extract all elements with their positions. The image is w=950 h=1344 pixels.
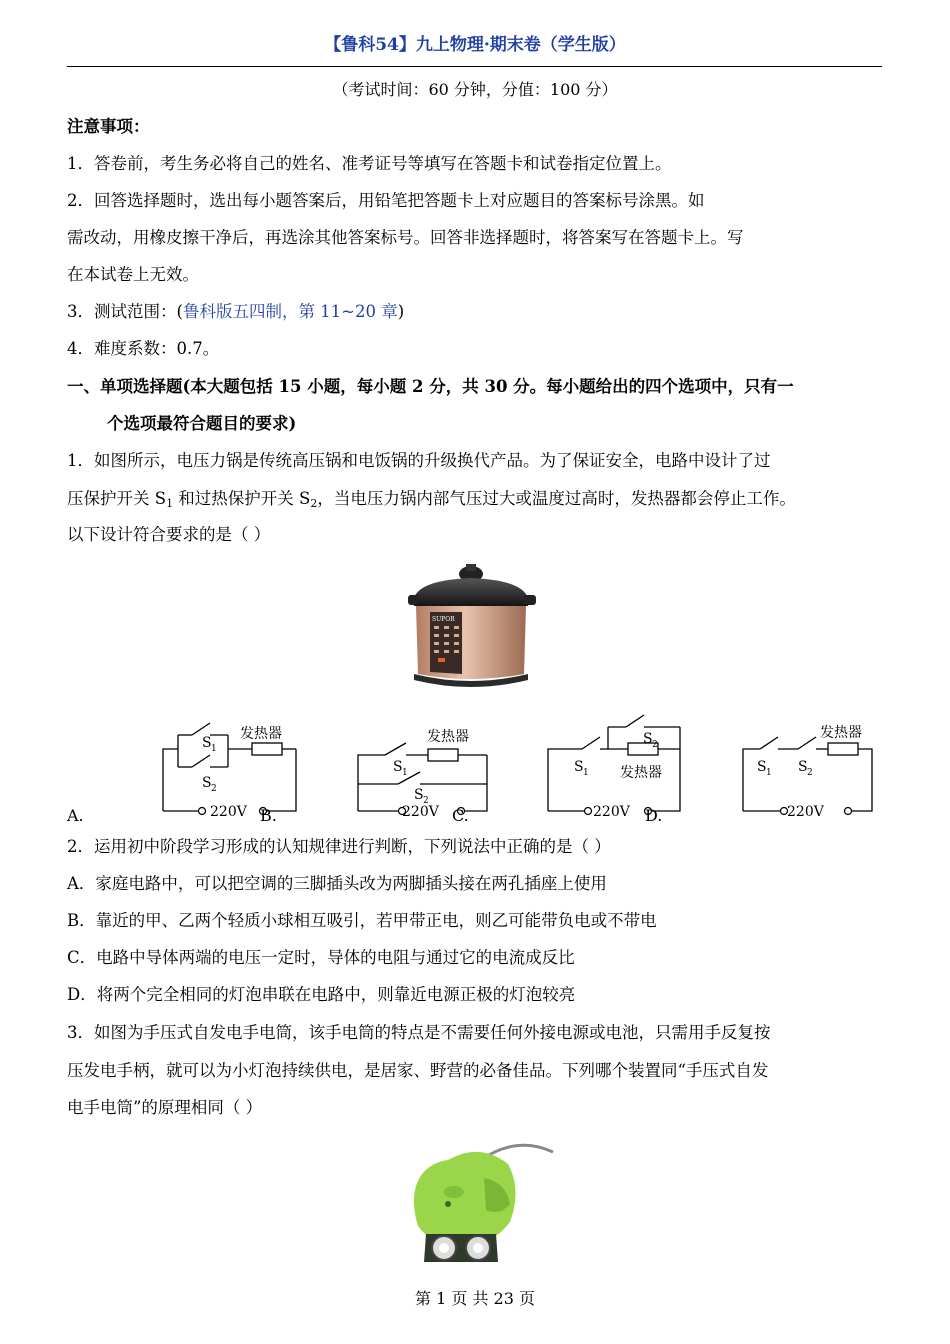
svg-text:2: 2 — [652, 740, 658, 750]
option-c-label: C. — [452, 806, 469, 825]
notice-item-1: 1．答卷前，考生务必将自己的姓名、准考证号等填写在答题卡和试卷指定位置上。 — [67, 154, 672, 173]
q3-line3: 电手电筒”的原理相同（ ） — [67, 1098, 263, 1117]
notice-item-2-line2: 需改动，用橡皮擦干净后，再选涂其他答案标号。回答非选择题时，将答案写在答题卡上。写 — [67, 228, 744, 247]
svg-text:220V: 220V — [787, 804, 824, 820]
svg-text:S: S — [202, 735, 212, 751]
q2-option-b: B．靠近的甲、乙两个轻质小球相互吸引，若甲带正电，则乙可能带负电或不带电 — [67, 911, 657, 930]
hand-flashlight-image — [388, 1130, 563, 1270]
option-d-label: D. — [645, 806, 663, 825]
q2-option-a: A．家庭电路中，可以把空调的三脚插头改为两脚插头接在两孔插座上使用 — [67, 874, 607, 893]
svg-text:发热器: 发热器 — [427, 729, 469, 745]
q1-line2: 压保护开关 $S_1$ 和过热保护开关 $S_2$，当电压力锅内部气压过大或温度过高时，发热器都会停止工作。 — [67, 489, 796, 510]
svg-text:220V: 220V — [210, 804, 247, 820]
svg-text:发热器: 发热器 — [820, 725, 862, 741]
svg-text:2: 2 — [211, 784, 217, 794]
cooker-brand: SUPOR — [432, 616, 455, 623]
test-scope: 鲁科版五四制，第 11~20 章 — [182, 302, 398, 321]
svg-text:1: 1 — [211, 744, 217, 754]
svg-text:发热器: 发热器 — [240, 726, 282, 742]
exam-info: （考试时间：60 分钟，分值：100 分） — [332, 80, 618, 99]
svg-text:2: 2 — [423, 796, 429, 806]
svg-text:S: S — [574, 759, 584, 775]
svg-text:220V: 220V — [402, 804, 439, 820]
notice-item-2-line3: 在本试卷上无效。 — [67, 265, 199, 284]
svg-text:1: 1 — [402, 768, 408, 778]
notice-heading: 注意事项： — [67, 117, 150, 136]
section1-heading-line2: 个选项最符合题目的要求) — [107, 414, 297, 433]
section1-heading-line1: 一、单项选择题(本大题包括 15 小题，每小题 2 分，共 30 分。每小题给出的四个选项中，只有一 — [67, 377, 794, 396]
svg-text:220V: 220V — [593, 804, 630, 820]
q1-line3: 以下设计符合要求的是（ ） — [67, 525, 271, 544]
svg-text:S: S — [202, 775, 212, 791]
svg-text:S: S — [643, 731, 653, 747]
svg-text:1: 1 — [583, 768, 589, 778]
svg-text:S: S — [414, 787, 424, 803]
header-rule — [67, 66, 882, 67]
circuit-options-figure — [60, 705, 900, 830]
q3-line2: 压发电手柄，就可以为小灯泡持续供电，是居家、野营的必备佳品。下列哪个装置同“手压式自发 — [67, 1061, 769, 1080]
page-title: 【鲁科54】九上物理·期末卷（学生版） — [324, 35, 626, 55]
notice-item-2-line1: 2．回答选择题时，选出每小题答案后，用铅笔把答题卡上对应题目的答案标号涂黑。如 — [67, 191, 705, 210]
svg-text:S: S — [393, 759, 403, 775]
notice-item-4: 4．难度系数：0.7。 — [67, 339, 220, 358]
pressure-cooker-image — [400, 562, 545, 697]
svg-text:S: S — [798, 759, 808, 775]
svg-text:1: 1 — [766, 768, 772, 778]
q1-line1: 1．如图所示，电压力锅是传统高压锅和电饭锅的升级换代产品。为了保证安全，电路中设计了过 — [67, 451, 771, 470]
page-number: 第 1 页 共 23 页 — [415, 1289, 535, 1308]
q2-option-d: D．将两个完全相同的灯泡串联在电路中，则靠近电源正极的灯泡较亮 — [67, 985, 576, 1004]
notice-item-3: 3．测试范围：(鲁科版五四制，第 11~20 章) — [67, 302, 405, 321]
q2-stem: 2．运用初中阶段学习形成的认知规律进行判断，下列说法中正确的是（ ） — [67, 837, 611, 856]
option-b-label: B. — [260, 806, 277, 825]
svg-text:2: 2 — [807, 768, 813, 778]
option-a-label: A. — [67, 806, 84, 825]
q3-line1: 3．如图为手压式自发电手电筒，该手电筒的特点是不需要任何外接电源或电池，只需用手反复按 — [67, 1023, 771, 1042]
svg-text:发热器: 发热器 — [620, 765, 662, 781]
svg-text:S: S — [757, 759, 767, 775]
q2-option-c: C．电路中导体两端的电压一定时，导体的电阻与通过它的电流成反比 — [67, 948, 575, 967]
